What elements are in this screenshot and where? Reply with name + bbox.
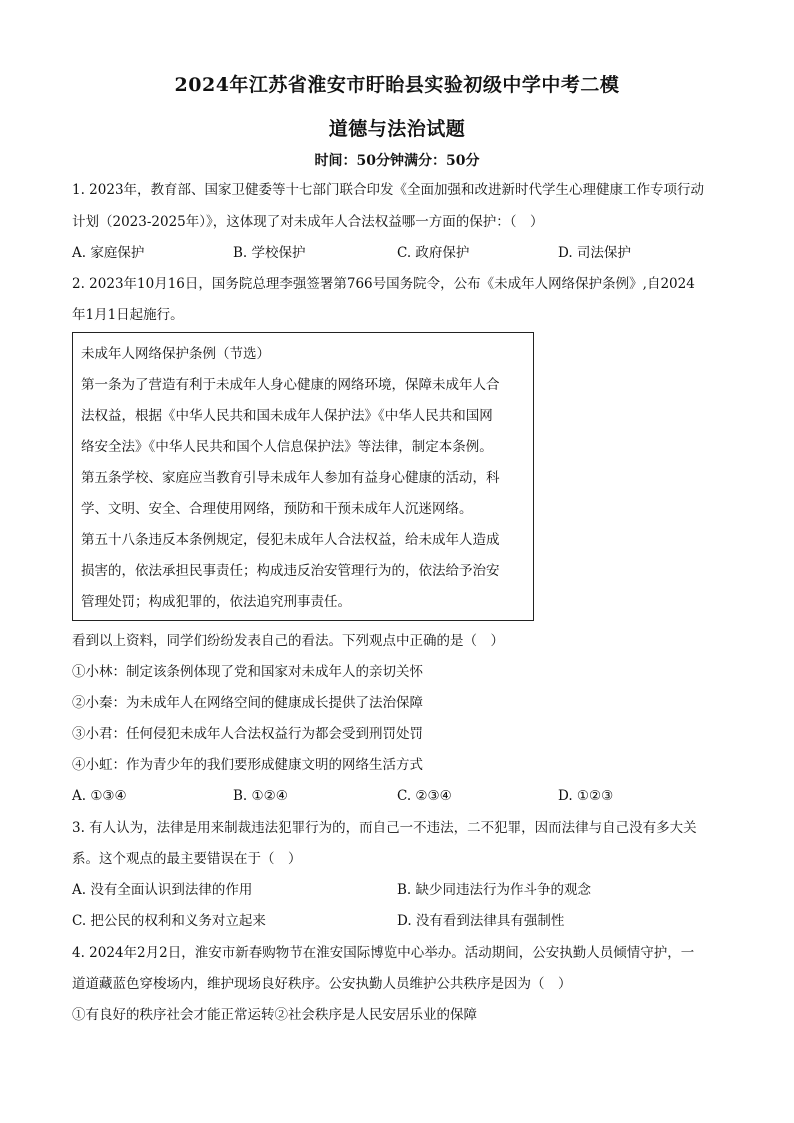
q1-option-c: C. 政府保护: [397, 245, 470, 261]
q2-view-3: ③小君：任何侵犯未成年人合法权益行为都会受到刑罚处罚: [72, 726, 423, 742]
q4-line-3: ①有良好的秩序社会才能正常运转②社会秩序是人民安居乐业的保障: [72, 1007, 477, 1023]
box-line: 第一条为了营造有利于未成年人身心健康的网络环境，保障未成年人合: [81, 377, 500, 393]
box-line: 管理处罚；构成犯罪的，依法追究刑事责任。: [81, 594, 351, 610]
box-line: 损害的，依法承担民事责任；构成违反治安管理行为的，依法给予治安: [81, 563, 500, 579]
q4-line-1: 4. 2024年2月2日，淮安市新春购物节在淮安国际博览中心举办。活动期间，公安执勤人员倾情守护，一: [72, 945, 695, 961]
q3-line-2: 系。这个观点的最主要错误在于（ ）: [72, 851, 302, 867]
exam-title: 2024年江苏省淮安市盱眙县实验初级中学中考二模: [174, 74, 620, 96]
q2-line-1: 2. 2023年10月16日，国务院总理李强签署第766号国务院令，公布《未成年人网络保护条例》,自2024: [72, 276, 695, 292]
q3-option-d: D. 没有看到法律具有强制性: [397, 913, 565, 929]
q1-line-1: 1. 2023年，教育部、国家卫健委等十七部门联合印发《全面加强和改进新时代学生心理健康工作专项行动: [72, 182, 705, 198]
q1-line-2: 计划（2023-2025年）》，这体现了对未成年人合法权益哪一方面的保护：（ ）: [72, 214, 544, 230]
q2-option-d: D. ①②③: [558, 788, 614, 804]
q2-view-1: ①小林：制定该条例体现了党和国家对未成年人的亲切关怀: [72, 664, 423, 680]
box-line: 络安全法》《中华人民共和国个人信息保护法》等法律，制定本条例。: [81, 439, 493, 455]
box-line: 法权益，根据《中华人民共和国未成年人保护法》《中华人民共和国网: [81, 408, 493, 424]
exam-subtitle: 道德与法治试题: [328, 118, 466, 140]
box-line: 学、文明、安全、合理使用网络，预防和干预未成年人沉迷网络。: [81, 501, 473, 517]
q3-option-a: A. 没有全面认识到法律的作用: [72, 882, 253, 898]
exam-meta: 时间：50分钟满分：50分: [314, 153, 480, 169]
box-line: 未成年人网络保护条例（节选）: [81, 346, 270, 362]
regulation-excerpt-box: [72, 332, 534, 621]
q2-option-a: A. ①③④: [72, 788, 127, 804]
q1-option-d: D. 司法保护: [558, 245, 631, 261]
q2-line-2: 年1月1日起施行。: [72, 307, 184, 323]
box-line: 第五十八条违反本条例规定，侵犯未成年人合法权益，给未成年人造成: [81, 532, 500, 548]
q2-view-2: ②小秦：为未成年人在网络空间的健康成长提供了法治保障: [72, 695, 423, 711]
q1-option-b: B. 学校保护: [233, 245, 306, 261]
box-line: 第五条学校、家庭应当教育引导未成年人参加有益身心健康的活动，科: [81, 470, 500, 486]
q2-option-b: B. ①②④: [233, 788, 288, 804]
q3-option-c: C. 把公民的权利和义务对立起来: [72, 913, 266, 929]
q2-prompt: 看到以上资料，同学们纷纷发表自己的看法。下列观点中正确的是（ ）: [72, 633, 504, 649]
q3-line-1: 3. 有人认为，法律是用来制裁违法犯罪行为的，而自己一不违法，二不犯罪，因而法律与自己没有多大关: [72, 820, 697, 836]
q4-line-2: 道道藏蓝色穿梭场内，维护现场良好秩序。公安执勤人员维护公共秩序是因为（ ）: [72, 976, 572, 992]
q2-view-4: ④小虹：作为青少年的我们要形成健康文明的网络生活方式: [72, 757, 423, 773]
q1-option-a: A. 家庭保护: [72, 245, 145, 261]
q2-option-c: C. ②③④: [397, 788, 452, 804]
q3-option-b: B. 缺少同违法行为作斗争的观念: [397, 882, 592, 898]
